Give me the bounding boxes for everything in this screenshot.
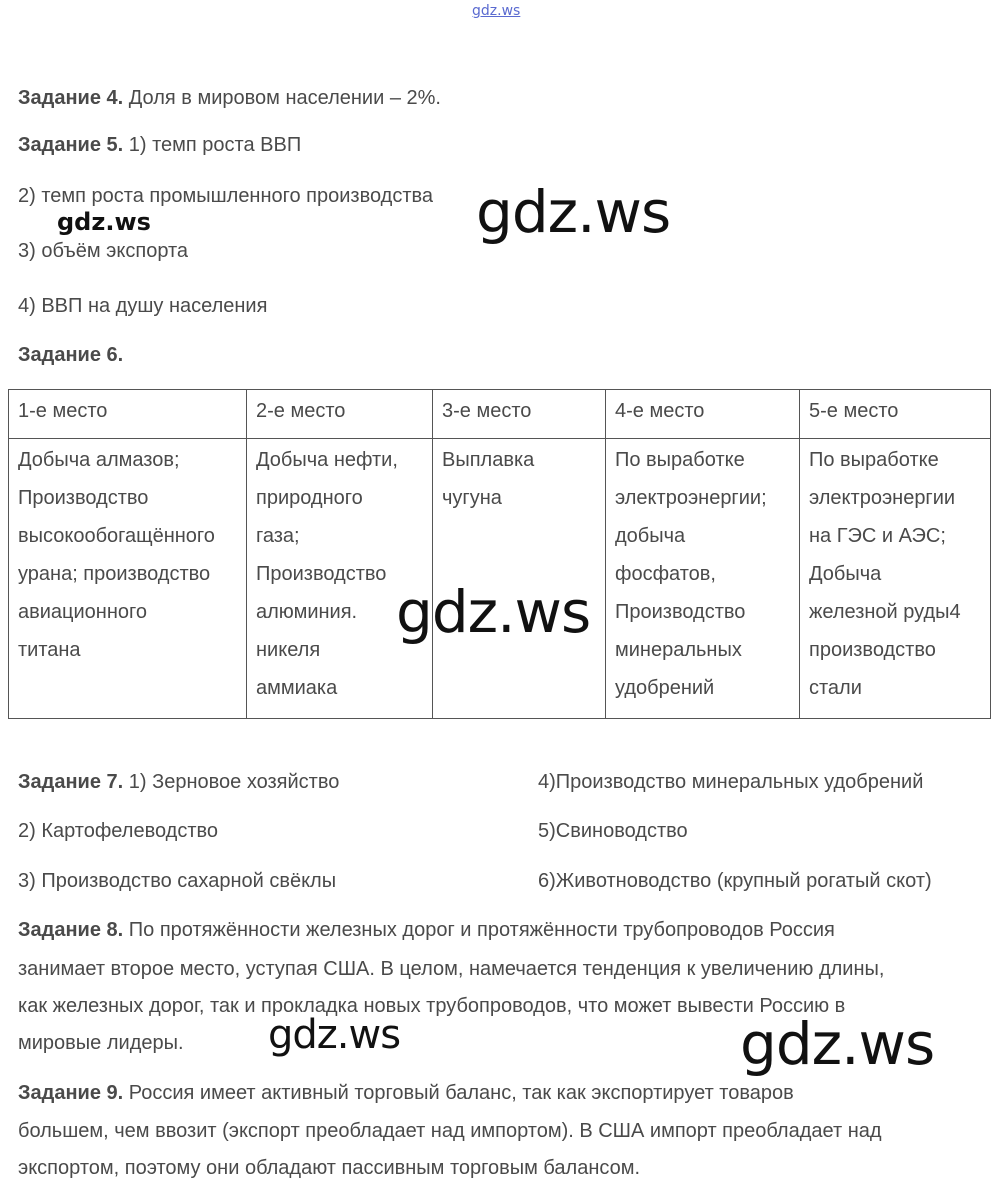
watermark: gdz.ws bbox=[740, 1010, 935, 1078]
task8-label: Задание 8. bbox=[18, 919, 124, 941]
task9-line-3: экспортом, поэтому они обладают пассивным торговым балансом. bbox=[18, 1157, 641, 1179]
table-header-cell: 2-е место bbox=[247, 390, 433, 439]
task7-left-2: 2) Картофелеводство bbox=[18, 820, 218, 842]
task7-label: Задание 7. bbox=[18, 771, 124, 793]
task5-item-1: 1) темп роста ВВП bbox=[123, 134, 302, 156]
task7-left-3: 3) Производство сахарной свёклы bbox=[18, 870, 337, 892]
table-cell: Добыча нефти, природного газа; Производство алюминия. никеля аммиака bbox=[247, 439, 433, 719]
table-header-cell: 4-е место bbox=[606, 390, 800, 439]
table-cell: Добыча алмазов; Производство высокообогащённого урана; производство авиационного титана bbox=[9, 439, 247, 719]
table-cell: По выработке электроэнергии; добыча фосфатов, Производство минеральных удобрений bbox=[606, 439, 800, 719]
task4-text: Доля в мировом населении – 2%. bbox=[123, 87, 441, 109]
task5-line-1 bbox=[18, 133, 301, 157]
task7-left-1 bbox=[18, 770, 339, 794]
task5-item-4: 4) ВВП на душу населения bbox=[18, 295, 268, 317]
task6-paragraph bbox=[18, 343, 123, 367]
task7-item: 1) Зерновое хозяйство bbox=[123, 771, 340, 793]
task7-right-3: 6)Животноводство (крупный рогатый скот) bbox=[538, 870, 932, 892]
task8-line-1 bbox=[18, 918, 835, 942]
task9-line-2: большем, чем ввозит (экспорт преобладает над импортом). В США импорт преобладает над bbox=[18, 1120, 882, 1142]
task9-label: Задание 9. bbox=[18, 1082, 124, 1104]
watermark: gdz.ws bbox=[268, 1012, 401, 1058]
watermark: gdz.ws bbox=[476, 178, 671, 246]
top-watermark-link[interactable]: gdz.ws bbox=[472, 3, 521, 19]
table-header-row bbox=[9, 390, 991, 439]
watermark: gdz.ws bbox=[396, 578, 591, 646]
task5-label: Задание 5. bbox=[18, 134, 124, 156]
task7-right-2: 5)Свиноводство bbox=[538, 820, 688, 842]
task5-item-2: 2) темп роста промышленного производства bbox=[18, 185, 434, 207]
task8-line-2: занимает второе место, уступая США. В целом, намечается тенденция к увеличению длины, bbox=[18, 958, 885, 980]
task4-paragraph bbox=[18, 86, 441, 110]
table-header-cell: 1-е место bbox=[9, 390, 247, 439]
places-table bbox=[8, 389, 991, 719]
task7-right-1: 4)Производство минеральных удобрений bbox=[538, 771, 924, 793]
task8-line-3: как железных дорог, так и прокладка новых трубопроводов, что может вывести Россию в bbox=[18, 995, 846, 1017]
task5-item-3: 3) объём экспорта bbox=[18, 240, 189, 262]
table-cell: Выплавка чугуна bbox=[433, 439, 606, 719]
table-cell: По выработке электроэнергии на ГЭС и АЭС; Добыча железной руды4 производство стали bbox=[800, 439, 991, 719]
task8-text: По протяжённости железных дорог и протяжённости трубопроводов Россия bbox=[123, 919, 835, 941]
table-header-cell: 5-е место bbox=[800, 390, 991, 439]
task6-label: Задание 6. bbox=[18, 344, 124, 366]
task4-label: Задание 4. bbox=[18, 87, 124, 109]
task8-line-4: мировые лидеры. bbox=[18, 1032, 184, 1054]
table-header-cell: 3-е место bbox=[433, 390, 606, 439]
task9-line-1 bbox=[18, 1081, 794, 1105]
task9-text: Россия имеет активный торговый баланс, так как экспортирует товаров bbox=[123, 1082, 794, 1104]
watermark: gdz.ws bbox=[57, 208, 151, 236]
